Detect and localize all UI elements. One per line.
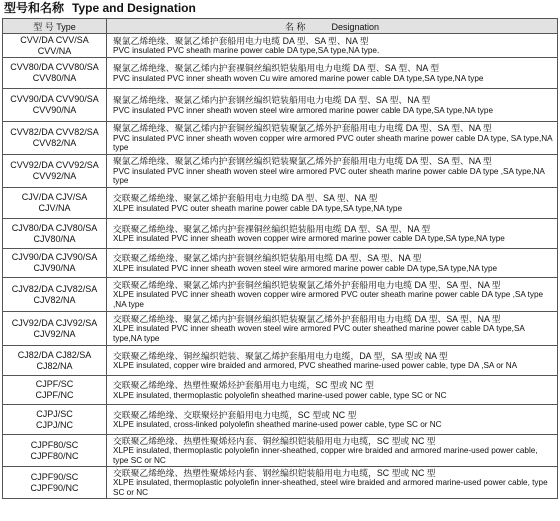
designation-en: XLPE insulated, copper wire braided and armored, PVC sheathed marine-used power cable, type DA ,SA or NA — [113, 361, 518, 370]
designation-cn: 交联聚乙烯绝缘、热塑性聚烯烃内套、铜丝编织铠装船用电力电缆，SC 型或 NC 型 — [113, 435, 436, 446]
designation-cn: 交联聚乙烯绝缘、铜丝编织铠装、聚氯乙烯护套船用电力电缆，DA 型，SA 型或 NA 型 — [113, 350, 448, 361]
designation-cell — [107, 346, 558, 376]
type-cell — [3, 34, 107, 58]
type-cell — [3, 122, 107, 155]
designation-cn: 交联聚乙烯绝缘、热塑性聚烯烃内套、钢丝编织铠装船用电力电缆，SC 型或 NC 型 — [113, 467, 436, 478]
header-designation-cn: 名 称 — [284, 21, 306, 32]
type-code: CJV92/DA CJV92/SA — [11, 317, 98, 328]
type-code: CVV80/DA CVV80/SA — [10, 62, 99, 72]
type-cell — [3, 405, 107, 435]
designation-cell — [107, 249, 558, 278]
type-code: CJPJ/NC — [35, 419, 73, 430]
title-en: Type and Designation — [72, 1, 196, 15]
type-code: CVV92/DA CVV92/SA — [10, 160, 99, 170]
designation-cell — [107, 435, 558, 467]
designation-cn: 交联聚乙烯绝缘、聚氯乙烯内护套钢丝编织铠装聚氯乙烯外护套船用电力电缆 DA 型、SA 型、NA 型 — [113, 313, 501, 324]
header-designation — [107, 19, 558, 34]
designation-en: PVC insulated PVC inner sheath woven steel wire armored marine power cable DA type,SA type,NA type — [113, 105, 494, 115]
header-type — [3, 19, 107, 34]
type-cell — [3, 249, 107, 278]
page-title — [4, 0, 196, 16]
header-designation-en: Designation — [331, 21, 380, 32]
designation-en: XLPE insulated, thermoplastic polyolefin inner-sheathed, copper wire braided and armored marine-used power cable, type SC or NC — [113, 446, 538, 465]
designation-cell — [107, 405, 558, 435]
type-code: CJPF/SC — [35, 379, 74, 389]
type-code: CJPF80/NC — [30, 450, 79, 461]
designation-cell — [107, 278, 558, 312]
type-code: CJV/DA CJV/SA — [21, 192, 88, 202]
table-row — [3, 376, 558, 405]
designation-cn: 聚氯乙烯绝缘、聚氯乙烯内护套钢丝编织铠装聚氯乙烯外护套船用电力电缆 DA 型、SA 型、NA 型 — [113, 156, 492, 167]
type-code: CVV/DA CVV/SA — [20, 34, 89, 45]
designation-cell — [107, 219, 558, 249]
designation-cn: 交联聚乙烯绝缘、交联聚烃护套船用电力电缆，SC 型或 NC 型 — [113, 409, 357, 420]
table-row — [3, 188, 558, 219]
type-code: CVV/NA — [37, 45, 72, 56]
table-row — [3, 435, 558, 467]
table-row — [3, 219, 558, 249]
type-cell — [3, 155, 107, 188]
designation-cell — [107, 155, 558, 188]
table-row — [3, 405, 558, 435]
designation-en: XLPE insulated PVC inner sheath woven copper wire armored PVC outer sheath marine power cable DA type ,SA type ,NA type — [113, 290, 544, 309]
designation-en: XLPE insulated PVC outer sheath marine power cable DA type,SA type,NA type — [113, 203, 402, 213]
table-row — [3, 122, 558, 155]
type-cell — [3, 346, 107, 376]
table-row — [3, 58, 558, 89]
designation-en: XLPE insulated, thermoplastic polyolefin inner-sheathed, steel wire braided and armored marine-used power cable, type SC or NC — [113, 478, 548, 497]
designation-cell — [107, 467, 558, 499]
designation-cell — [107, 34, 558, 58]
type-code: CJPF80/SC — [30, 439, 79, 450]
type-code: CJV80/DA CJV80/SA — [11, 222, 98, 233]
type-cell — [3, 58, 107, 89]
type-cell — [3, 278, 107, 312]
type-code: CJPF/NC — [35, 390, 74, 400]
type-code: CVV82/NA — [32, 138, 77, 148]
table-row — [3, 34, 558, 58]
designation-cn: 交联聚乙烯绝缘、聚氯乙烯内护套钢丝编织铠装船用电缆 DA 型、SA 型、NA 型 — [113, 253, 422, 263]
designation-cn: 聚氯乙烯绝缘、聚氯乙烯内护套裸铜丝编织铠装船用电力电缆 DA 型、SA 型、NA 型 — [113, 63, 439, 73]
type-code: CJV82/NA — [33, 294, 76, 305]
designation-cell — [107, 312, 558, 346]
type-code: CVV80/NA — [32, 73, 77, 83]
designation-cell — [107, 122, 558, 155]
designation-cn: 交联聚乙烯绝缘、热塑性聚烯烃护套船用电力电缆，SC 型或 NC 型 — [113, 380, 374, 390]
designation-cell — [107, 58, 558, 89]
type-code: CJV80/NA — [33, 233, 76, 244]
title-cn: 型号和名称 — [4, 1, 65, 15]
designation-cn: 交联聚乙烯绝缘、聚氯乙烯内护套裸铜丝编织铠装船用电缆 DA 型、SA 型、NA 型 — [113, 223, 431, 234]
designation-en: XLPE insulated, thermoplastic polyolefin sheathed marine-used power cable, type SC or NC — [113, 390, 447, 400]
type-code: CJV90/DA CJV90/SA — [11, 252, 98, 262]
designation-en: PVC insulated PVC inner sheath woven Cu wire amored marine power cable DA type,SA type,NA type — [113, 73, 484, 83]
designation-en: XLPE insulated, cross-linked polyolefin sheathed marine-used power cable, type SC or NC — [113, 420, 442, 429]
header-type-en: Type — [56, 21, 76, 32]
designation-cn: 聚氯乙烯绝缘、聚氯乙烯护套船用电力电缆 DA 型、SA 型、NA 型 — [113, 35, 369, 46]
designation-cell — [107, 89, 558, 122]
table-row — [3, 312, 558, 346]
type-cell — [3, 376, 107, 405]
header-type-cn: 型 号 — [33, 21, 54, 32]
designation-table — [2, 18, 558, 499]
table-row — [3, 467, 558, 499]
table-row — [3, 346, 558, 376]
type-code: CJV82/DA CJV82/SA — [11, 283, 98, 294]
type-cell — [3, 312, 107, 346]
type-cell — [3, 435, 107, 467]
table-header-row — [3, 19, 558, 34]
designation-cn: 交联聚乙烯绝缘、聚氯乙烯护套船用电力电缆 DA 型、SA 型、NA 型 — [113, 193, 378, 203]
type-code: CJPF90/SC — [30, 471, 79, 482]
designation-cell — [107, 188, 558, 219]
designation-en: PVC insulated PVC sheath marine power cable DA type,SA type,NA type. — [113, 46, 380, 55]
type-cell — [3, 89, 107, 122]
type-code: CJV90/NA — [33, 263, 76, 273]
type-cell — [3, 219, 107, 249]
designation-en: PVC insulated PVC inner sheath woven steel wire armored PVC outer sheath marine power cable DA type ,SA type,NA type — [113, 166, 545, 186]
type-code: CJ82/NA — [36, 360, 73, 371]
type-cell — [3, 467, 107, 499]
designation-en: XLPE insulated PVC inner sheath woven copper wire armored marine power cable DA type,SA type,NA type — [113, 234, 505, 243]
table-row — [3, 89, 558, 122]
designation-cn: 聚氯乙烯绝缘、聚氯乙烯内护套钢丝编织铠装船用电力电缆 DA 型、SA 型、NA 型 — [113, 95, 431, 105]
table-row — [3, 249, 558, 278]
type-code: CVV92/NA — [32, 171, 77, 181]
designation-en: XLPE insulated PVC inner sheath woven steel wire armored PVC outer sheathed marine power cable DA type,SA type,NA type — [113, 324, 525, 343]
designation-cell — [107, 376, 558, 405]
designation-en: XLPE insulated PVC inner sheath woven steel wire armored marine power cable DA type,SA type,NA type — [113, 263, 498, 273]
type-code: CJPJ/SC — [36, 408, 73, 419]
table-row — [3, 155, 558, 188]
type-code: CVV82/DA CVV82/SA — [10, 127, 99, 137]
type-code: CVV90/NA — [32, 105, 77, 115]
type-code: CJV92/NA — [33, 328, 76, 339]
type-code: CJPF90/NC — [30, 482, 79, 493]
table-row — [3, 278, 558, 312]
type-code: CJ82/DA CJ82/SA — [17, 349, 92, 360]
designation-en: PVC insulated PVC inner sheath woven copper wire armored PVC outer sheath marine power cable DA type, SA type,NA type — [113, 133, 553, 153]
designation-cn: 交联聚乙烯绝缘、聚氯乙烯内护套铜丝编织铠装聚氯乙烯外护套船用电力电缆 DA 型、SA 型、NA 型 — [113, 279, 501, 290]
type-code: CVV90/DA CVV90/SA — [10, 94, 99, 104]
designation-cn: 聚氯乙烯绝缘、聚氯乙烯内护套铜丝编织铠装聚氯乙烯外护套船用电力电缆 DA 型、SA 型、NA 型 — [113, 123, 492, 134]
type-code: CJV/NA — [38, 203, 71, 213]
type-cell — [3, 188, 107, 219]
